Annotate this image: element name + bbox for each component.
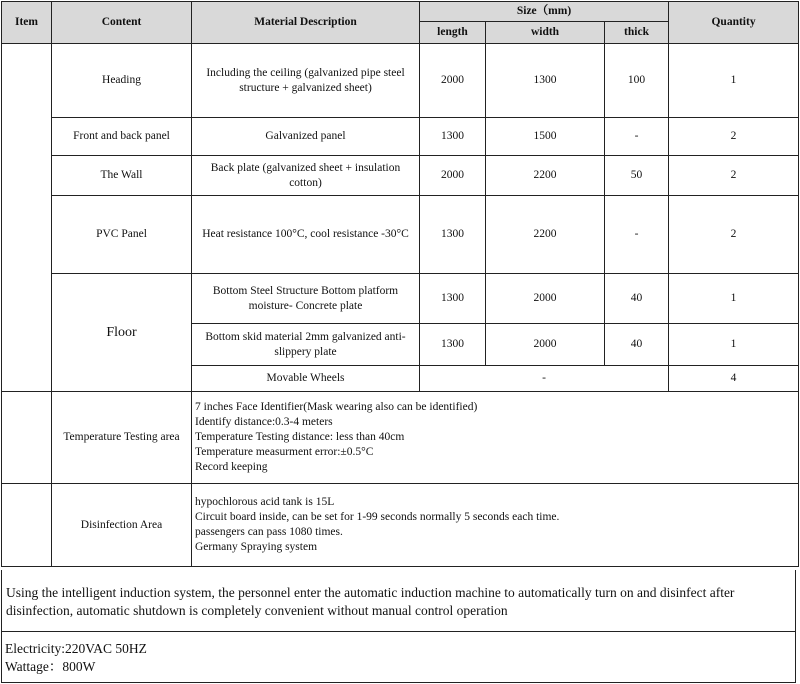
item-cell: [2, 484, 52, 567]
material-cell: Bottom skid material 2mm galvanized anti-slippery plate: [192, 324, 420, 366]
description-line: Identify distance:0.3-4 meters: [195, 416, 333, 428]
content-cell: Disinfection Area: [52, 484, 192, 567]
electricity-text: Electricity:220VAC 50HZ: [5, 641, 147, 656]
length-cell: 1300: [420, 274, 486, 324]
content-cell: The Wall: [52, 156, 192, 196]
description-line: Temperature Testing distance: less than 40cm: [195, 431, 405, 443]
table-row: [2, 44, 799, 118]
table-row: [2, 156, 799, 196]
description-line: passengers can pass 1080 times.: [195, 526, 343, 538]
length-cell: 1300: [420, 324, 486, 366]
thick-cell: 40: [605, 324, 669, 366]
description-cell: [192, 484, 799, 567]
header-item: Item: [2, 2, 52, 44]
header-width: width: [486, 22, 605, 44]
table-row: [2, 392, 799, 484]
length-cell: 2000: [420, 44, 486, 118]
table-row: [2, 196, 799, 274]
description-line: Record keeping: [195, 461, 268, 473]
table-row: [2, 118, 799, 156]
content-cell: PVC Panel: [52, 196, 192, 274]
width-cell: 2000: [486, 274, 605, 324]
item-cell: [2, 44, 52, 392]
description-line: Circuit board inside, can be set for 1-99 seconds normally 5 seconds each time.: [195, 511, 560, 523]
spec-table: [1, 1, 799, 567]
induction-note: [1, 570, 796, 632]
quantity-cell: 2: [669, 118, 799, 156]
width-cell: 2200: [486, 156, 605, 196]
description-line: Temperature measurment error:±0.5°C: [195, 446, 374, 458]
material-cell: Galvanized panel: [192, 118, 420, 156]
header-size: Size（mm): [420, 2, 669, 22]
power-note: [1, 632, 796, 683]
description-line: hypochlorous acid tank is 15L: [195, 496, 335, 508]
content-cell: Front and back panel: [52, 118, 192, 156]
length-cell: 1300: [420, 118, 486, 156]
length-cell: 2000: [420, 156, 486, 196]
wattage-text: Wattage：800W: [5, 659, 96, 674]
header-content: Content: [52, 2, 192, 44]
thick-cell: 100: [605, 44, 669, 118]
thick-cell: -: [605, 196, 669, 274]
material-cell: Bottom Steel Structure Bottom platform moisture- Concrete plate: [192, 274, 420, 324]
width-cell: 1300: [486, 44, 605, 118]
material-cell: Back plate (galvanized sheet + insulation cotton): [192, 156, 420, 196]
header-length: length: [420, 22, 486, 44]
description-cell: [192, 392, 799, 484]
header-quantity: Quantity: [669, 2, 799, 44]
quantity-cell: 2: [669, 196, 799, 274]
thick-cell: -: [605, 118, 669, 156]
width-cell: 2000: [486, 324, 605, 366]
description-line: Germany Spraying system: [195, 541, 318, 553]
table-row: [2, 484, 799, 567]
content-cell: Heading: [52, 44, 192, 118]
material-cell: Movable Wheels: [192, 366, 420, 392]
thick-cell: 40: [605, 274, 669, 324]
header-thick: thick: [605, 22, 669, 44]
quantity-cell: 1: [669, 274, 799, 324]
width-cell: 1500: [486, 118, 605, 156]
header-row: [2, 2, 799, 22]
header-material: Material Description: [192, 2, 420, 44]
quantity-cell: 1: [669, 324, 799, 366]
table-row: [2, 274, 799, 324]
quantity-cell: 2: [669, 156, 799, 196]
quantity-cell: 4: [669, 366, 799, 392]
description-line: 7 inches Face Identifier(Mask wearing also can be identified): [195, 401, 478, 413]
induction-text: Using the intelligent induction system, the personnel enter the automatic induction machine to automatically turn on and disinfect after disinfection, automatic shutdown is completely convenient without manual control operation: [6, 585, 735, 618]
length-cell: 1300: [420, 196, 486, 274]
material-cell: Including the ceiling (galvanized pipe steel structure + galvanized sheet): [192, 44, 420, 118]
size-cell: -: [420, 366, 669, 392]
content-cell: Floor: [52, 274, 192, 392]
width-cell: 2200: [486, 196, 605, 274]
content-cell: Temperature Testing area: [52, 392, 192, 484]
item-cell: [2, 392, 52, 484]
material-cell: Heat resistance 100°C, cool resistance -30°C: [192, 196, 420, 274]
quantity-cell: 1: [669, 44, 799, 118]
thick-cell: 50: [605, 156, 669, 196]
